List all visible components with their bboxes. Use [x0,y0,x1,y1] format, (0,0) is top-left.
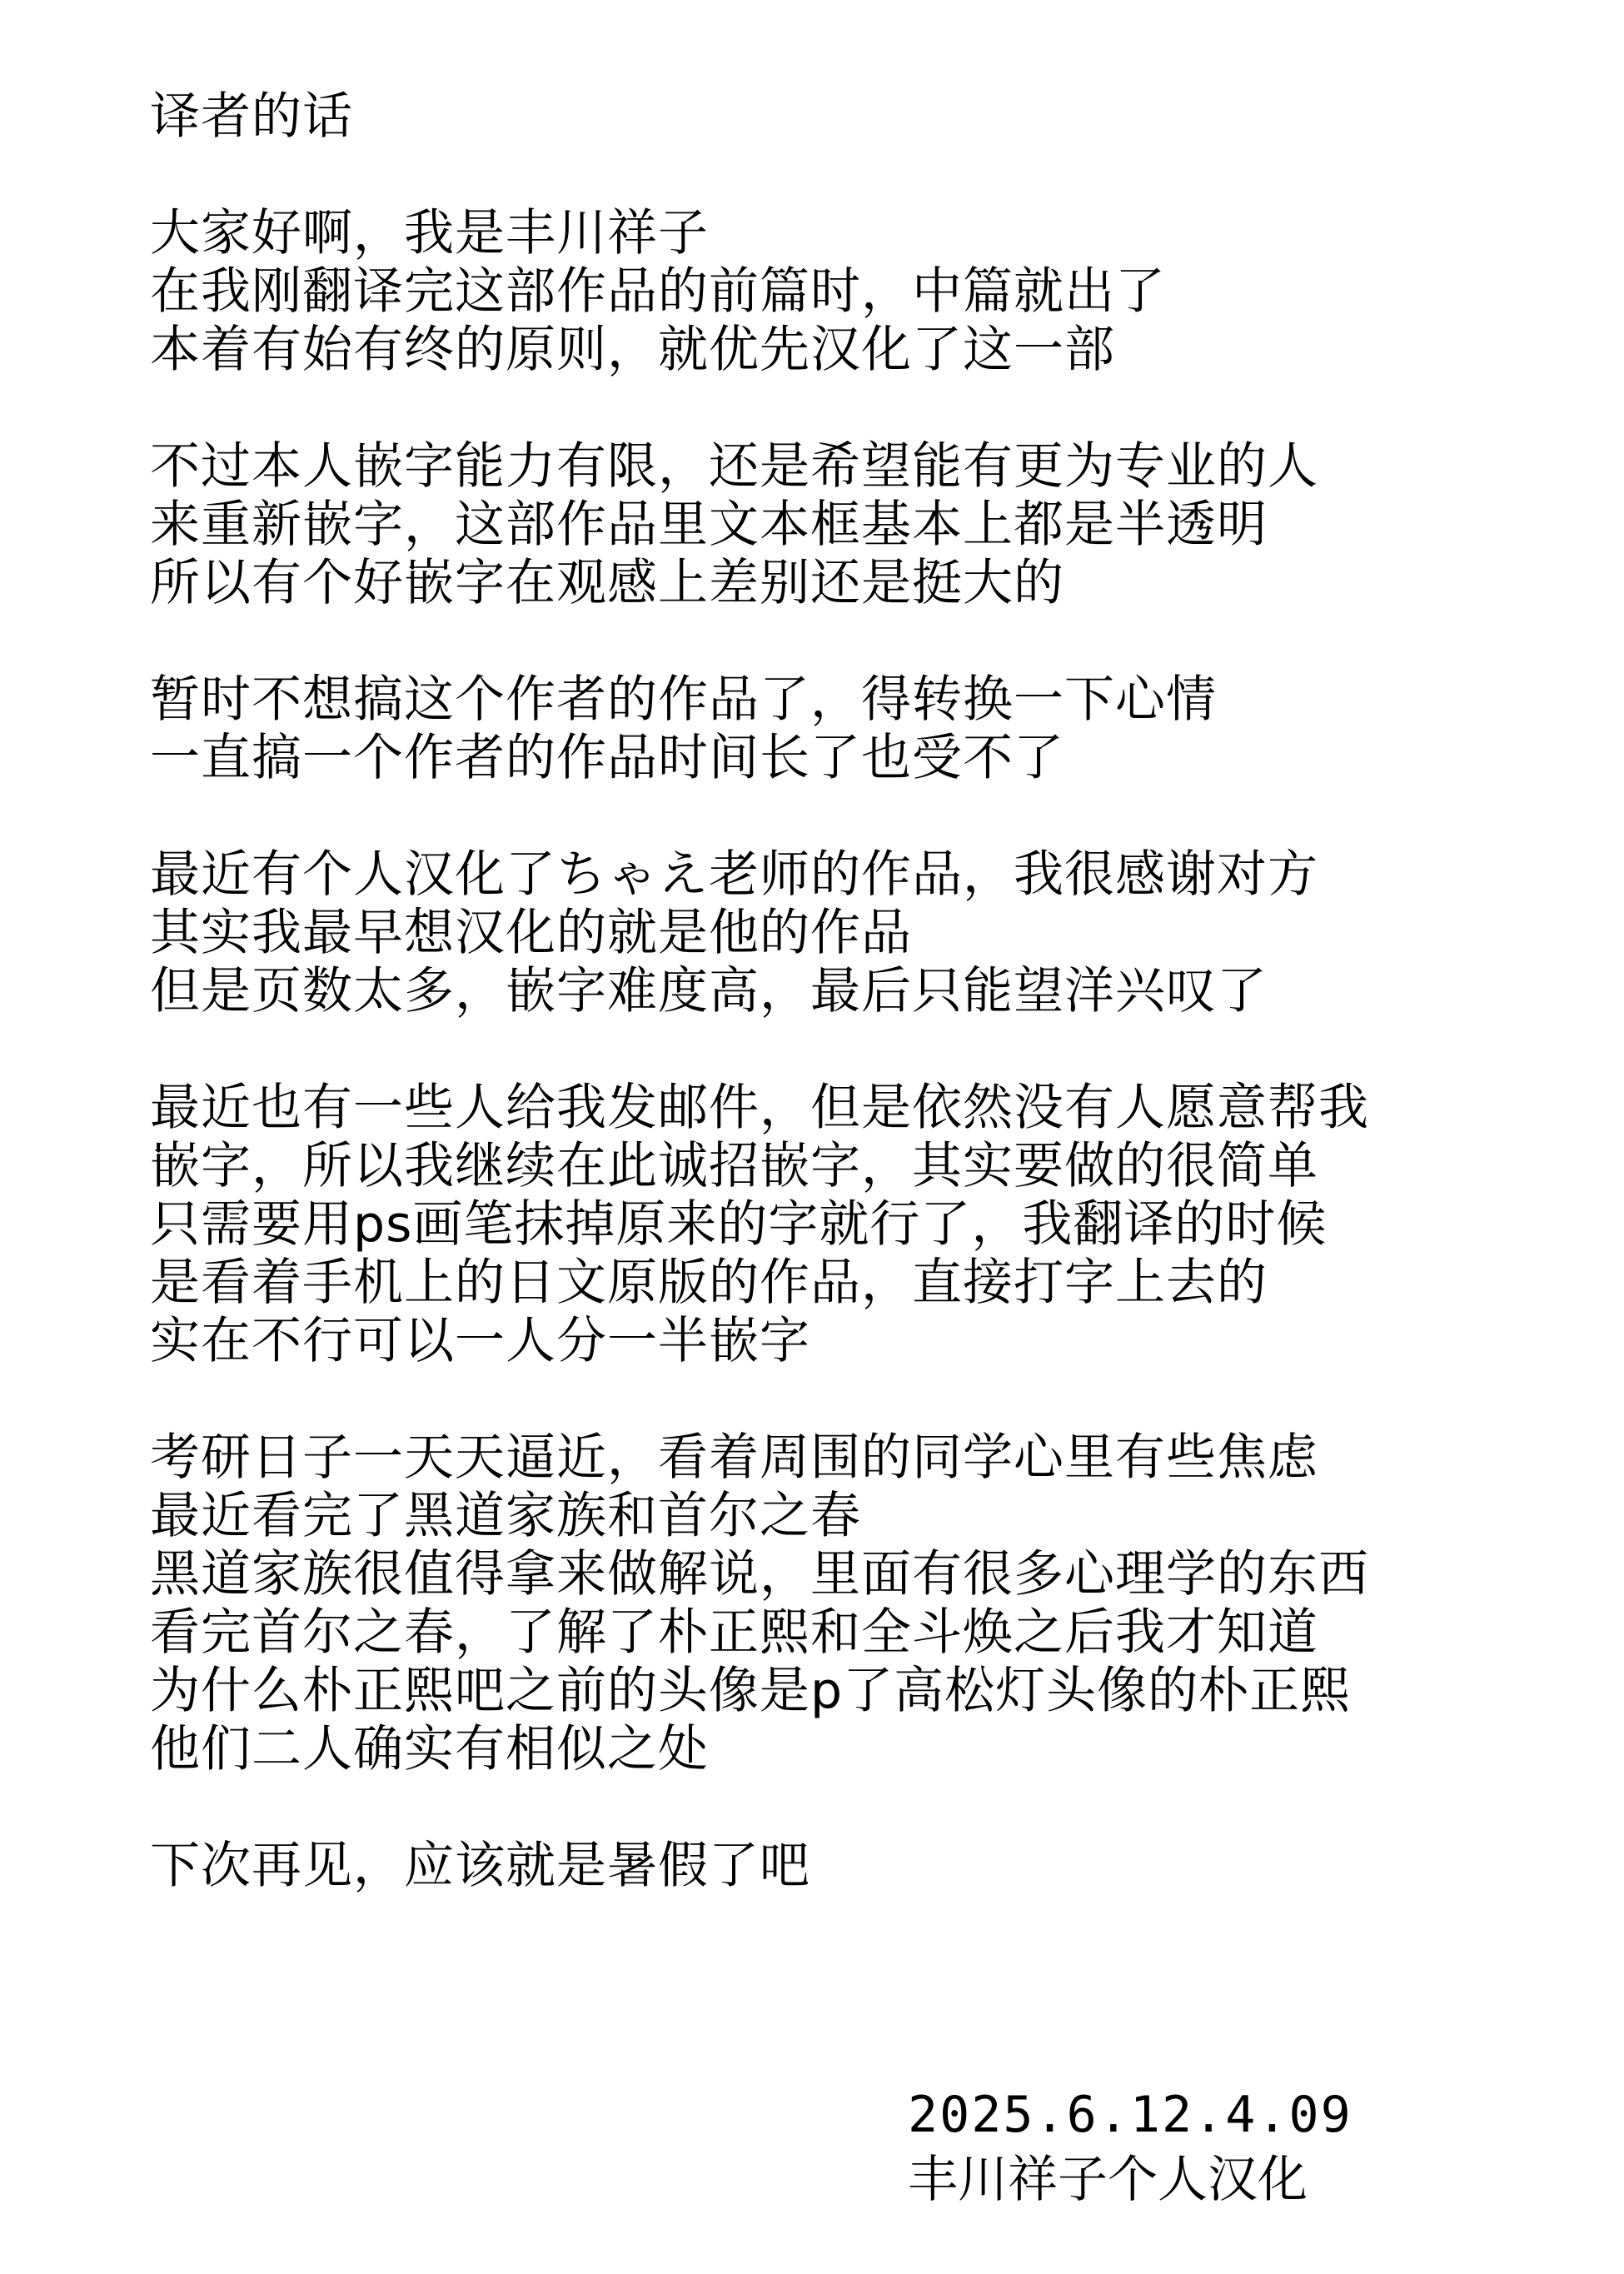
text-line: 所以有个好嵌字在观感上差别还是挺大的 [150,554,1064,612]
text-line: 嵌字，所以我继续在此诚招嵌字，其实要做的很简单 [150,1137,1318,1195]
text-line: 黑道家族很值得拿来做解说，里面有很多心理学的东西 [150,1545,1369,1603]
paragraph-break [150,671,1582,787]
notes-heading: 译者的话 [150,87,353,146]
text-line: 在我刚翻译完这部作品的前篇时，中篇就出了 [150,262,1166,321]
text-line: 实在不行可以一人分一半嵌字 [150,1312,810,1370]
paragraph-recruiting [150,1079,1582,1370]
text-line: 下次再见，应该就是暑假了吧 [150,1837,810,1895]
text-line: 考研日子一天天逼近，看着周围的同学心里有些焦虑 [150,1429,1318,1487]
paragraph-farewell [150,1837,1582,1895]
signature-block [908,2082,1353,2212]
text-line: 但是页数太多，嵌字难度高，最后只能望洋兴叹了 [150,962,1268,1020]
text-line: 本着有始有终的原则，就优先汉化了这一部 [150,321,1115,379]
signature-name: 丰川祥子个人汉化 [908,2151,1308,2209]
paragraph-other-author [150,845,1582,1020]
text-line: 他们二人确实有相似之处 [150,1720,709,1778]
text-line: 最近也有一些人给我发邮件，但是依然没有人愿意帮我 [150,1079,1369,1137]
text-line: 只需要用ps画笔抹掉原来的字就行了，我翻译的时候 [150,1195,1328,1254]
paragraph-typesetting [150,437,1582,612]
text-line: 看完首尔之春，了解了朴正熙和全斗焕之后我才知道 [150,1603,1318,1662]
text-line: 不过本人嵌字能力有限，还是希望能有更为专业的人 [150,437,1318,496]
text-line: 最近看完了黑道家族和首尔之春 [150,1487,861,1545]
text-line: 暂时不想搞这个作者的作品了，得转换一下心情 [150,671,1217,729]
paragraph-greeting [150,204,1582,379]
text-line: 来重新嵌字，这部作品里文本框基本上都是半透明 [150,496,1268,554]
notes-heading-block [150,87,1582,146]
text-line: 为什么朴正熙吧之前的头像是p了高松灯头像的朴正熙 [150,1662,1352,1720]
text-line: 其实我最早想汉化的就是他的作品 [150,904,912,962]
text-line: 最近有个人汉化了ちゃえ老师的作品，我很感谢对方 [150,845,1318,904]
translator-notes-body [150,87,1582,1953]
signature-date: 2025.6.12.4.09 [908,2086,1353,2144]
text-line: 一直搞一个作者的作品时间长了也受不了 [150,729,1064,787]
paragraph-personal [150,1429,1582,1778]
text-line: 是看着手机上的日文原版的作品，直接打字上去的 [150,1254,1268,1312]
text-line: 大家好啊，我是丰川祥子 [150,204,709,262]
